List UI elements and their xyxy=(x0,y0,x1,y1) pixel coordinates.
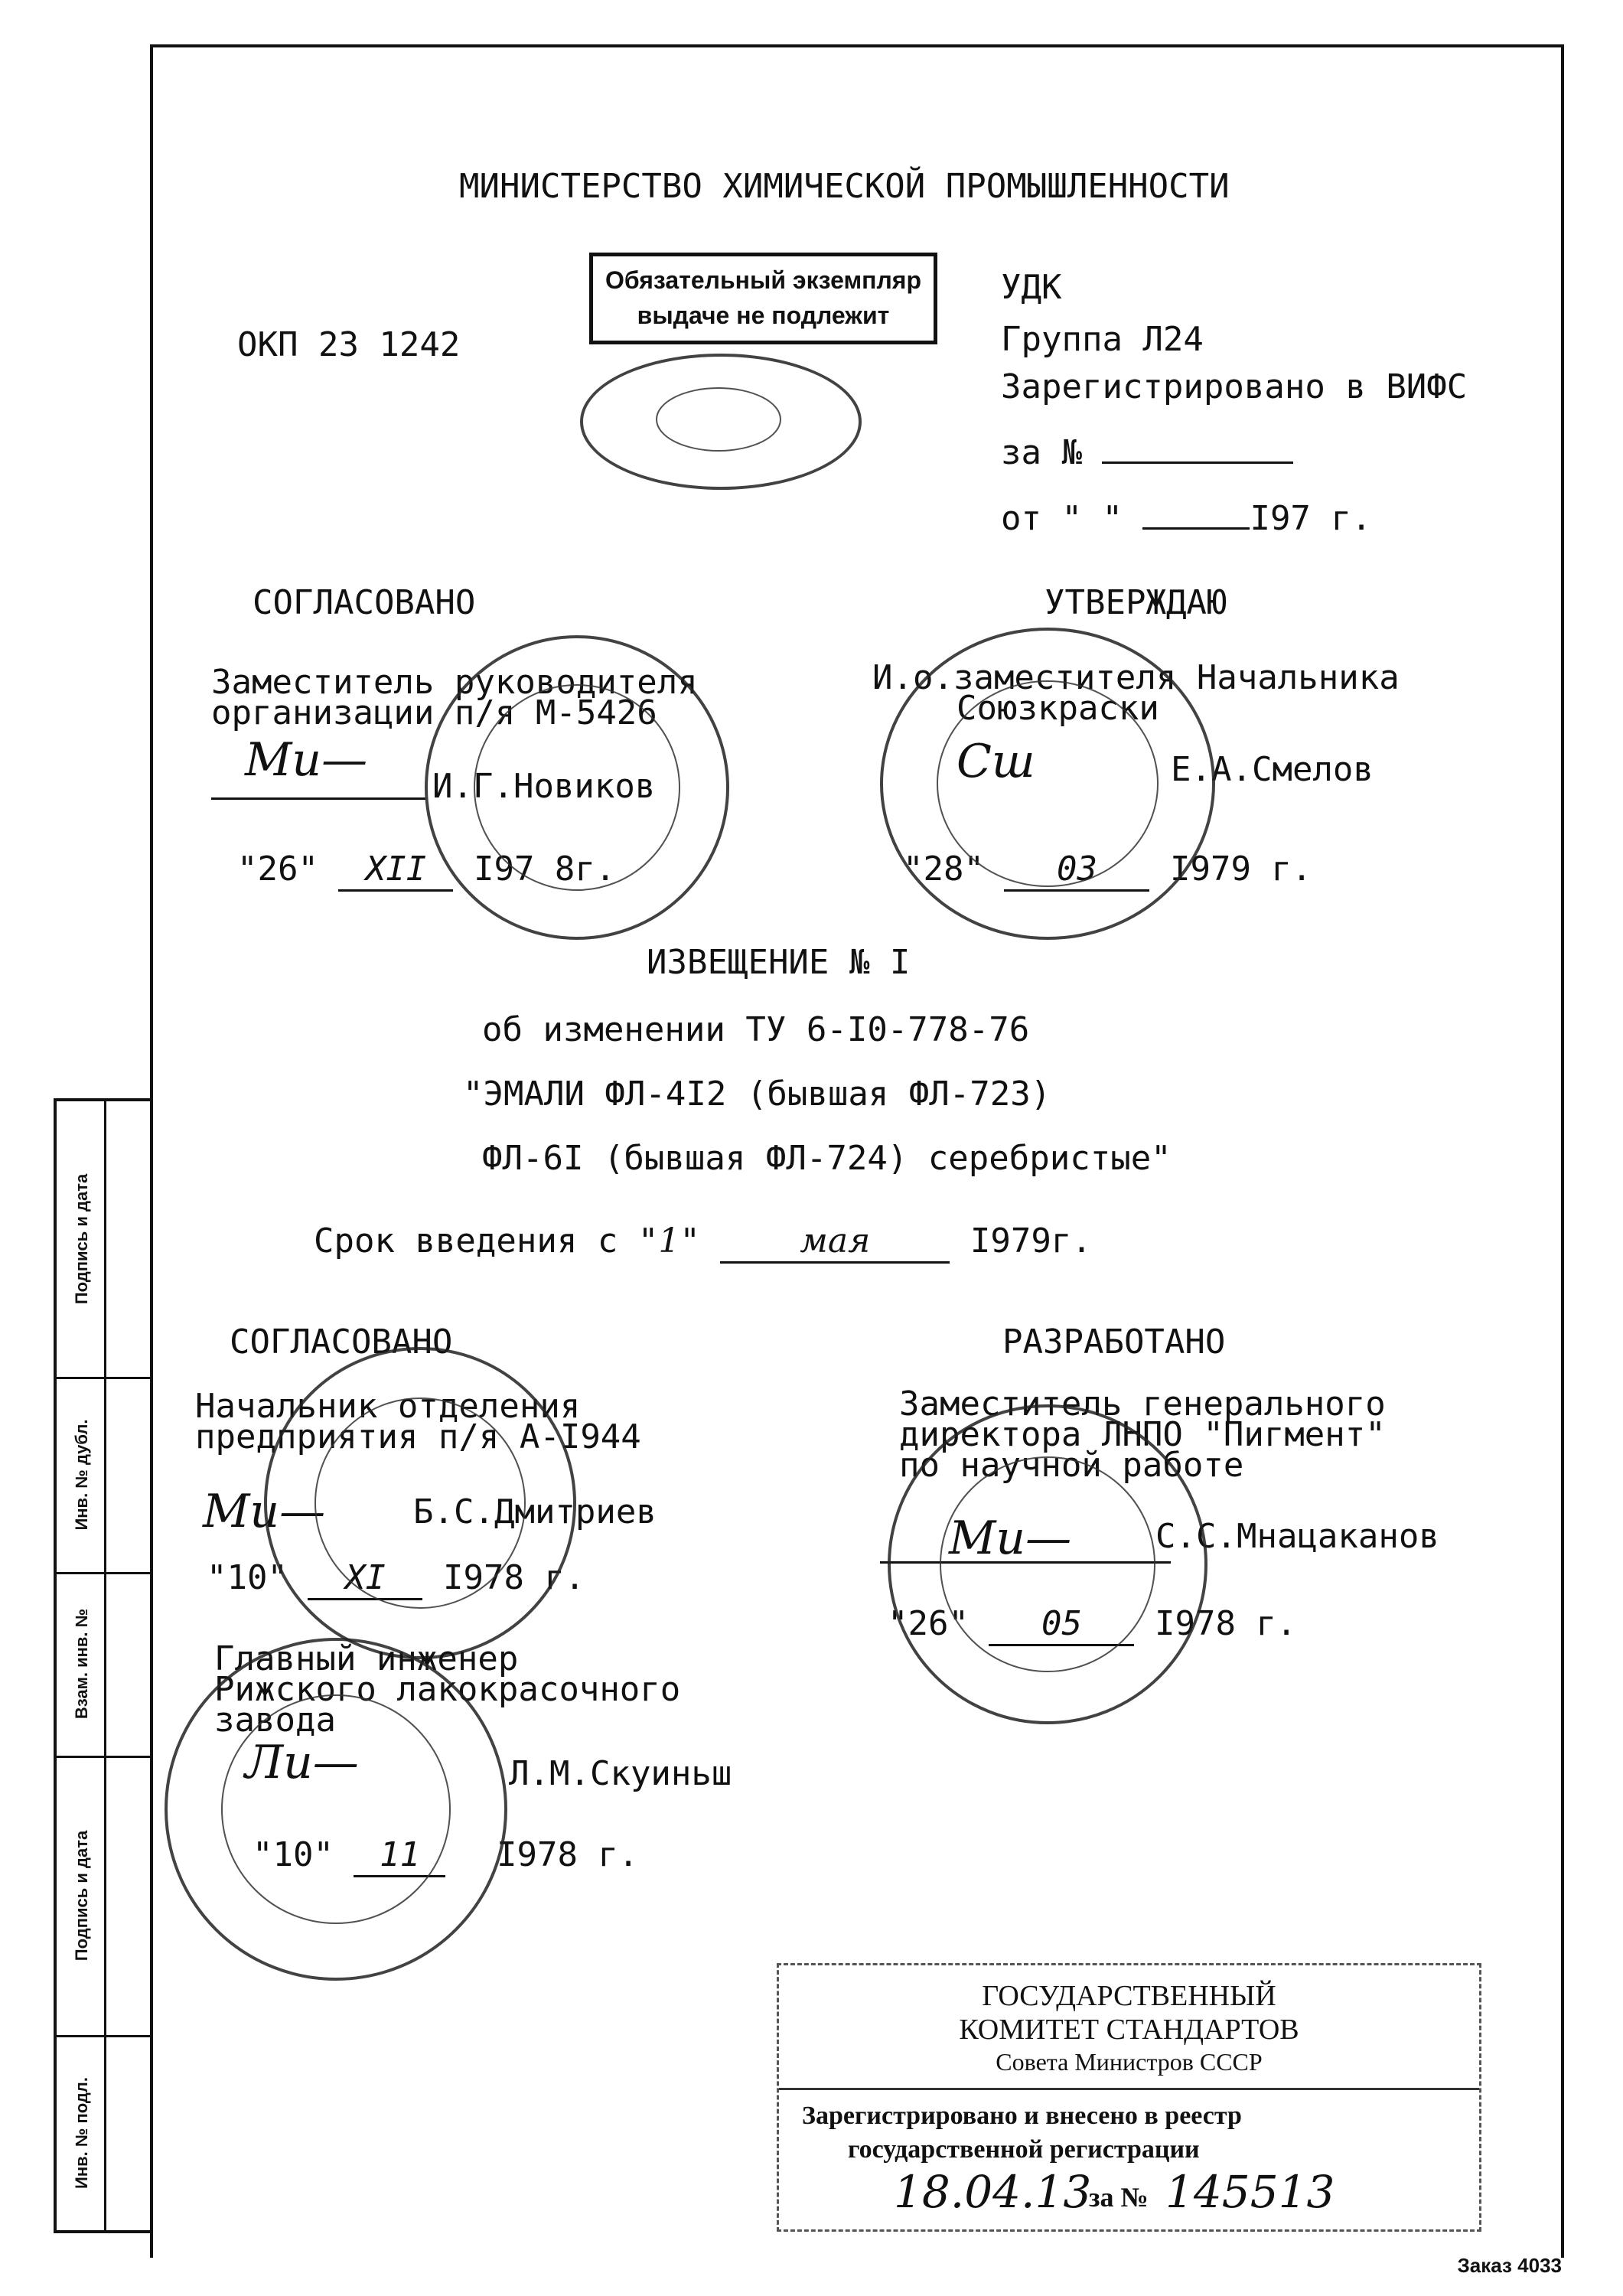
round-seal-pigment xyxy=(888,1404,1207,1724)
developed-heading: РАЗРАБОТАНО xyxy=(1002,1322,1226,1362)
name-mnatsakanov: С.С.Мнацаканов xyxy=(1155,1517,1439,1556)
side-margin-table xyxy=(54,1098,153,2233)
registered-label: Зарегистрировано в ВИФС xyxy=(1001,367,1468,406)
order-number: Заказ 4033 xyxy=(1457,2254,1562,2277)
notice-line-1: об изменении ТУ 6-I0-778-76 xyxy=(482,1010,1030,1049)
okp-code: ОКП 23 1242 xyxy=(237,325,461,364)
agreed-left-position: Заместитель руководителя организации п/я М-5426 xyxy=(211,663,698,732)
date-dmitriev: "10" XI I978 г. xyxy=(207,1558,585,1600)
mandatory-copy-stamp: Обязательный экземпляр выдаче не подлежит xyxy=(589,253,937,344)
approve-heading: УТВЕРЖДАЮ xyxy=(1045,583,1227,622)
agreed-bottom-position: Начальник отделения предприятия п/я А-I944 xyxy=(195,1387,641,1456)
signature-dmitriev: Ми— xyxy=(203,1485,326,1538)
ministry-title: МИНИСТЕРСТВО ХИМИЧЕСКОЙ ПРОМЫШЛЕННОСТИ xyxy=(459,167,1230,206)
agreed-heading-bottom: СОГЛАСОВАНО xyxy=(230,1322,453,1362)
round-seal-m5426 xyxy=(425,635,729,940)
developed-position: Заместитель генерального директора ЛНПО "Пигмент" по научной работе xyxy=(899,1384,1386,1485)
name-dmitriev: Б.С.Дмитриев xyxy=(413,1492,657,1531)
group-label: Группа Л24 xyxy=(1001,320,1204,359)
approve-right-position: И.о.заместителя Начальника Союзкраски xyxy=(872,658,1400,728)
round-stamp-standards-fund xyxy=(580,354,862,490)
round-seal-a1944 xyxy=(264,1347,576,1659)
round-seal-soyuzkraski xyxy=(880,628,1215,940)
round-seal-riga-plant xyxy=(165,1638,507,1981)
name-novikov: И.Г.Новиков xyxy=(432,767,656,806)
signature-smelov: Сш xyxy=(957,735,1035,788)
side-label-signature-date-bottom: Подпись и дата xyxy=(72,1830,91,1961)
date-mnatsakanov: "26" 05 I978 г. xyxy=(888,1604,1296,1646)
effective-date: Срок введения с "1" мая I979г. xyxy=(314,1221,1092,1264)
side-label-replace-inv: Взам. инв. № xyxy=(72,1608,91,1720)
state-registry-stamp: ГОСУДАРСТВЕННЫЙ КОМИТЕТ СТАНДАРТОВ Совета Министров СССР Зарегистрировано и внесено в реестр государственной регистрации 18.04.13 за № 145513 xyxy=(777,1963,1481,2232)
date-smelov: "28" 03 I979 г. xyxy=(903,850,1312,892)
side-label-signature-date-top: Подпись и дата xyxy=(72,1173,91,1305)
registration-date: от " " I97 г. xyxy=(1001,499,1372,538)
date-skuinsh: "10" 11 I978 г. xyxy=(253,1835,638,1877)
side-label-dup-inv: Инв. № дубл. xyxy=(72,1418,91,1531)
signature-skuinsh: Ли— xyxy=(245,1736,359,1789)
side-label-orig-inv: Инв. № подл. xyxy=(72,2076,91,2189)
notice-line-3: ФЛ-6I (бывшая ФЛ-724) серебристые" xyxy=(482,1139,1172,1178)
notice-title: ИЗВЕЩЕНИЕ № I xyxy=(647,943,911,982)
agreed-heading-top: СОГЛАСОВАНО xyxy=(253,583,476,622)
notice-line-2: "ЭМАЛИ ФЛ-4I2 (бывшая ФЛ-723) xyxy=(463,1075,1051,1114)
signature-line-novikov xyxy=(211,797,425,800)
udk-label: УДК xyxy=(1001,268,1062,307)
signature-mnatsakanov: Ми— xyxy=(949,1512,1072,1565)
name-skuinsh: Л.М.Скуиньш xyxy=(509,1754,732,1793)
name-smelov: Е.А.Смелов xyxy=(1171,750,1374,789)
registration-number: за № xyxy=(1001,433,1293,473)
signature-novikov: Ми— xyxy=(245,733,368,787)
date-novikov: "26" XII I97 8г. xyxy=(237,850,615,892)
chief-engineer-position: Главный инженер Рижского лакокрасочного завода xyxy=(214,1639,681,1740)
